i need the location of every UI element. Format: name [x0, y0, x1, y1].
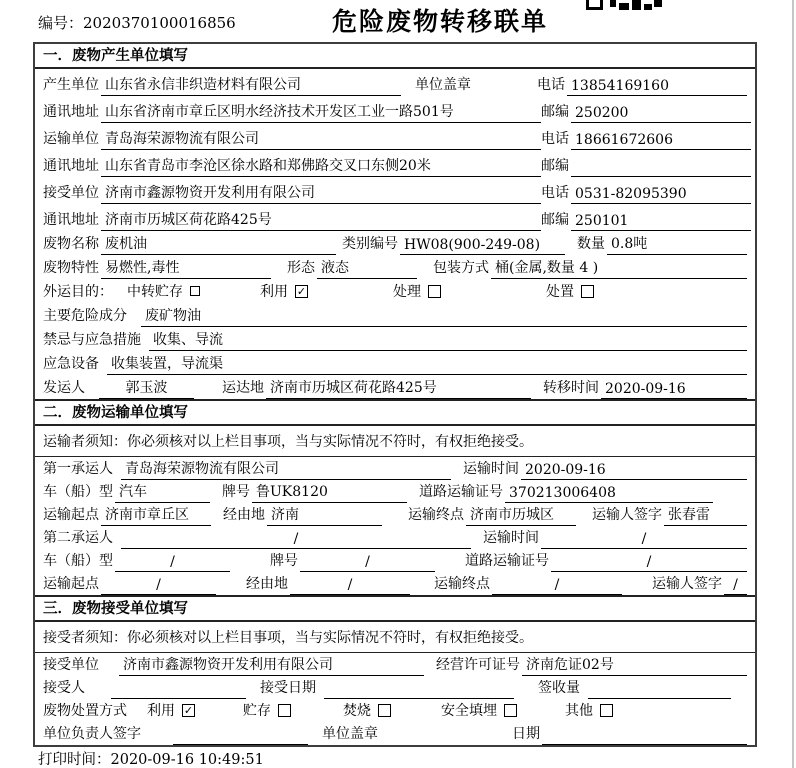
- second-plate-label: 牌号: [270, 553, 298, 569]
- first-permit-field: 370213006408: [505, 485, 713, 503]
- second-vehicle-row: [35, 549, 755, 572]
- received-qty-field: [588, 681, 731, 699]
- second-plate-field: /: [300, 554, 435, 572]
- sign-date-field: [542, 727, 747, 745]
- acceptor-row: [35, 676, 755, 699]
- second-sign-label: 运输人签字: [652, 576, 722, 592]
- transporter-zip-field: [571, 159, 751, 177]
- second-vehicle-type-field: /: [115, 554, 230, 572]
- disposal-option-utilize: [147, 700, 195, 722]
- second-origin-field: /: [101, 577, 216, 595]
- section-transporter-title: 二．废物运输单位填写: [35, 401, 755, 426]
- hazard-components-field: 废矿物油: [141, 305, 747, 327]
- qr-code-fragment: [586, 0, 664, 10]
- print-time-value: 2020-09-16 10:49:51: [110, 752, 264, 768]
- first-sign-field: 张春雷: [664, 504, 747, 526]
- receiver-stamp-label: 单位盖章: [322, 726, 378, 742]
- destination-field: 济南市历城区荷花路425号: [266, 377, 531, 399]
- second-permit-field: /: [551, 554, 747, 572]
- second-via-label: 经由地: [246, 576, 288, 592]
- hazard-components-row: [35, 303, 755, 327]
- producer-value-field: 山东省永信非织造材料有限公司: [101, 74, 401, 96]
- receiver-zip-field: 250101: [571, 213, 751, 231]
- accept-date-field: [324, 681, 514, 699]
- doc-number-value: 2020370100016856: [83, 14, 236, 32]
- print-time-label: 打印时间：: [38, 752, 111, 768]
- purpose-option-storage: [127, 281, 200, 303]
- waste-traits-row: [35, 255, 755, 279]
- disposal-other-label: 其他: [565, 703, 593, 719]
- first-via-field: 济南: [267, 504, 382, 526]
- page-title: 危险废物转移联单: [332, 7, 549, 36]
- first-carrier-row: [35, 457, 755, 480]
- transfer-time-label: 转移时间: [543, 380, 599, 396]
- purpose-storage-label: 中转贮存: [127, 284, 183, 300]
- first-via-label: 经由地: [223, 507, 265, 523]
- first-end-label: 运输终点: [408, 507, 464, 523]
- responsible-sign-field: [173, 727, 308, 745]
- receiver-address-label: 通讯地址: [43, 212, 99, 228]
- received-qty-label: 签收量: [538, 680, 580, 696]
- waste-name-label: 废物名称: [43, 236, 99, 252]
- section-transporter: [35, 399, 755, 595]
- purpose-storage-checkbox: [190, 286, 200, 296]
- receiver-notice: 接受者须知：你必须核对以上栏目事项，当与实际情况不符时，有权拒绝接受。: [35, 622, 755, 653]
- unit-stamp-label: 单位盖章: [415, 77, 471, 93]
- disposal-option-other: [565, 700, 613, 722]
- first-route-row: [35, 503, 755, 526]
- disposal-utilize-checkbox: ✓: [183, 703, 194, 717]
- disposal-other-checkbox: [600, 704, 613, 717]
- purpose-dispose-checkbox: [581, 285, 594, 298]
- accept-date-label: 接受日期: [260, 680, 316, 696]
- receiver-address-field: 济南市历城区荷花路425号: [101, 209, 541, 231]
- receiver-phone-label: 电话: [541, 185, 569, 201]
- responsible-sign-row: [35, 722, 755, 745]
- second-carrier-field: /: [121, 531, 471, 549]
- purpose-treat-checkbox: [428, 285, 441, 298]
- disposal-store-label: 贮存: [243, 703, 271, 719]
- first-carrier-label: 第一承运人: [43, 461, 113, 477]
- first-transport-time-field: 2020-09-16: [521, 462, 747, 480]
- first-vehicle-type-field: 汽车: [115, 481, 210, 503]
- receiving-unit-row: [35, 653, 755, 676]
- first-plate-field: 鲁UK8120: [252, 481, 407, 503]
- disposal-option-incinerate: [343, 700, 391, 722]
- transporter-row: [35, 123, 755, 150]
- acceptor-label: 接受人: [43, 680, 85, 696]
- section-receiver: [35, 595, 755, 745]
- second-origin-label: 运输起点: [43, 576, 99, 592]
- emergency-equipment-label: 应急设备: [43, 356, 99, 372]
- dispatcher-name-field: 郭玉波: [99, 377, 194, 399]
- transporter-label: 运输单位: [43, 131, 99, 147]
- second-end-field: /: [492, 577, 622, 595]
- waste-form-field: 液态: [317, 257, 417, 279]
- transporter-address-row: [35, 150, 755, 177]
- disposal-incinerate-checkbox: [378, 704, 391, 717]
- emergency-equipment-row: [35, 351, 755, 375]
- transporter-phone-label: 电话: [541, 131, 569, 147]
- receiver-label: 接受单位: [43, 185, 99, 201]
- producer-phone-field: 13854169160: [567, 78, 747, 96]
- waste-name-field: 废机油: [101, 233, 336, 255]
- second-via-field: /: [290, 577, 410, 595]
- receiver-address-row: [35, 204, 755, 231]
- purpose-option-treat: [393, 281, 441, 303]
- purpose-option-dispose: [546, 281, 594, 303]
- disposal-landfill-label: 安全填埋: [441, 703, 497, 719]
- responsible-sign-label: 单位负责人签字: [43, 726, 141, 742]
- disposal-method-label: 废物处置方式: [43, 703, 127, 719]
- waste-qty-label: 数量: [577, 236, 605, 252]
- transporter-phone-field: 18661672606: [571, 132, 751, 150]
- first-origin-field: 济南市章丘区: [101, 504, 211, 526]
- waste-traits-label: 废物特性: [43, 260, 99, 276]
- first-transport-time-label: 运输时间: [463, 461, 519, 477]
- destination-label: 运达地: [222, 380, 264, 396]
- doc-number: [38, 12, 236, 33]
- producer-address-row: [35, 96, 755, 123]
- producer-address-field: 山东省济南市章丘区明水经济技术开发区工业一路501号: [101, 101, 541, 123]
- transporter-notice: 运输者须知：你必须核对以上栏目事项，当与实际情况不符时，有权拒绝接受。: [35, 426, 755, 457]
- second-end-label: 运输终点: [434, 576, 490, 592]
- second-carrier-label: 第二承运人: [43, 530, 113, 546]
- sign-date-label: 日期: [512, 726, 540, 742]
- receiver-phone-field: 0531-82095390: [571, 186, 751, 204]
- license-label: 经营许可证号: [436, 657, 520, 673]
- receiving-unit-label: 接受单位: [43, 657, 99, 673]
- print-time: [38, 748, 264, 768]
- producer-zip-field: 250200: [571, 105, 751, 123]
- taboo-measures-row: [35, 327, 755, 351]
- second-permit-label: 道路运输证号: [465, 553, 549, 569]
- purpose-utilize-checkbox: ✓: [296, 284, 307, 298]
- second-carrier-row: [35, 526, 755, 549]
- producer-phone-label: 电话: [537, 77, 565, 93]
- receiver-value-field: 济南市鑫源物资开发利用有限公司: [101, 182, 541, 204]
- packing-label: 包装方式: [433, 260, 489, 276]
- doc-number-label: 编号：: [38, 14, 84, 32]
- receiver-zip-label: 邮编: [541, 212, 569, 228]
- acceptor-name-field: [111, 681, 246, 699]
- second-route-row: [35, 572, 755, 595]
- first-vehicle-type-label: 车（船）型: [43, 484, 113, 500]
- page-edge-strip: [792, 0, 794, 768]
- disposal-landfill-checkbox: [504, 704, 517, 717]
- waste-name-row: [35, 231, 755, 255]
- purpose-dispose-label: 处置: [546, 284, 574, 300]
- taboo-measures-label: 禁忌与应急措施: [43, 332, 141, 348]
- transfer-purpose-row: [35, 279, 755, 303]
- section-receiver-title: 三．废物接受单位填写: [35, 597, 755, 622]
- first-permit-label: 道路运输证号: [419, 484, 503, 500]
- dispatcher-row: [35, 375, 755, 399]
- producer-zip-label: 邮编: [541, 104, 569, 120]
- first-vehicle-row: [35, 480, 755, 503]
- purpose-treat-label: 处理: [393, 284, 421, 300]
- first-origin-label: 运输起点: [43, 507, 99, 523]
- waste-category-label: 类别编号: [342, 236, 398, 252]
- transporter-address-label: 通讯地址: [43, 158, 99, 174]
- license-field: 济南危证02号: [522, 654, 747, 676]
- transporter-value-field: 青岛海荣源物流有限公司: [101, 128, 541, 150]
- manifest-form: [33, 42, 757, 747]
- second-vehicle-type-label: 车（船）型: [43, 553, 113, 569]
- second-sign-field: /: [724, 577, 747, 595]
- receiver-row: [35, 177, 755, 204]
- disposal-option-landfill: [441, 700, 517, 722]
- hazard-components-label: 主要危险成分: [43, 308, 127, 324]
- disposal-option-store: [243, 700, 291, 722]
- waste-form-label: 形态: [287, 260, 315, 276]
- packing-field: 桶(金属,数量 4 ): [491, 257, 747, 279]
- producer-label: 产生单位: [43, 77, 99, 93]
- taboo-measures-field: 收集、导流: [149, 329, 747, 351]
- section-producer: [35, 44, 755, 399]
- first-end-field: 济南市历城区: [466, 504, 576, 526]
- receiving-unit-field: 济南市鑫源物资开发利用有限公司: [119, 654, 424, 676]
- dispatcher-label: 发运人: [43, 380, 85, 396]
- purpose-utilize-label: 利用: [260, 284, 288, 300]
- section-producer-title: 一．废物产生单位填写: [35, 44, 755, 69]
- purpose-option-utilize: [260, 281, 308, 303]
- disposal-method-row: [35, 699, 755, 722]
- disposal-incinerate-label: 焚烧: [343, 703, 371, 719]
- transporter-zip-label: 邮编: [541, 158, 569, 174]
- first-carrier-field: 青岛海荣源物流有限公司: [121, 458, 451, 480]
- disposal-store-checkbox: [278, 704, 291, 717]
- second-transport-time-field: /: [541, 531, 747, 549]
- transporter-address-field: 山东省青岛市李沧区徐水路和郑佛路交叉口东侧20米: [101, 155, 541, 177]
- second-transport-time-label: 运输时间: [483, 530, 539, 546]
- waste-qty-field: 0.8吨: [607, 233, 747, 255]
- first-plate-label: 牌号: [222, 484, 250, 500]
- waste-traits-field: 易燃性,毒性: [101, 257, 271, 279]
- transfer-time-field: 2020-09-16: [601, 381, 747, 399]
- disposal-utilize-label: 利用: [147, 703, 175, 719]
- emergency-equipment-field: 收集装置，导流渠: [107, 353, 747, 375]
- transfer-purpose-label: 外运目的：: [43, 284, 113, 300]
- producer-address-label: 通讯地址: [43, 104, 99, 120]
- producer-row: [35, 69, 755, 96]
- waste-category-field: HW08(900-249-08): [400, 237, 565, 255]
- first-sign-label: 运输人签字: [592, 507, 662, 523]
